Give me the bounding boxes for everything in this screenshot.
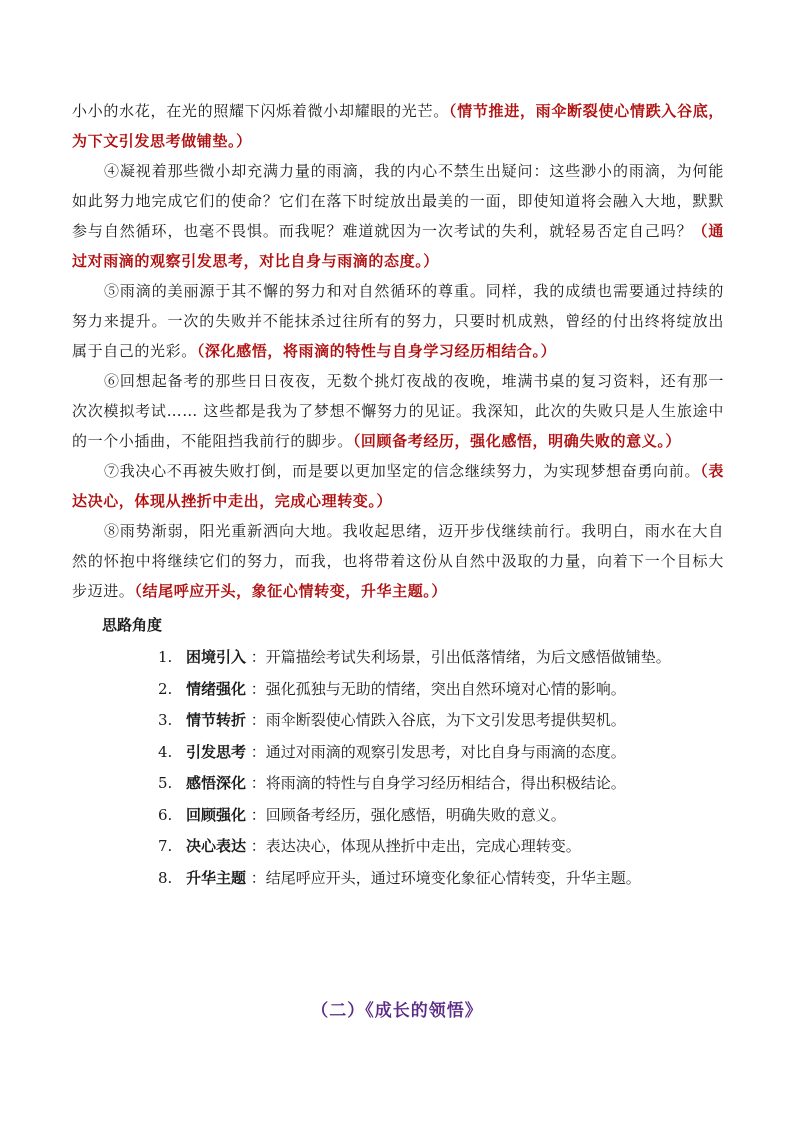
annotation-note: （结尾呼应开头，象征心情转变，升华主题。） (134, 582, 448, 600)
list-item (158, 674, 724, 706)
paragraph-text: ⑤雨滴的美丽源于其不懈的努力和对自然循环的尊重。同样，我的成绩也需要通过持续的努力来提升。一次的失败并不能抹杀过往所有的努力，只要时机成熟，曾经的付出终将绽放出属于自己的光彩。 (72, 282, 724, 360)
list-description: ：开篇描绘考试失利场景，引出低落情绪，为后文感悟做铺垫。 (246, 648, 671, 666)
list-term: 决心表达 (186, 837, 247, 855)
list-item (158, 642, 724, 674)
list-number: 2. (158, 679, 173, 698)
paragraph-6 (72, 366, 724, 456)
list-number: 5. (158, 774, 173, 792)
paragraph-7 (72, 456, 724, 516)
annotation-note: （表达决心，体现从挫折中走出，完成心理转变。） (72, 462, 724, 510)
paragraph-8 (72, 516, 724, 606)
list-item (158, 800, 724, 832)
list-number: 6. (158, 805, 173, 824)
annotation-note: （回顾备考经历，强化感悟，明确失败的意义。） (352, 432, 682, 450)
list-description: ：回顾备考经历，强化感悟，明确失败的意义。 (246, 805, 566, 824)
list-term: 引发思考 (186, 742, 247, 761)
list-term: 情绪强化 (186, 679, 247, 698)
list-term: 情节转折 (186, 711, 247, 729)
section-title: （二）《成长的领悟》 (311, 1001, 483, 1021)
list-description: ：表达决心，体现从挫折中走出，完成心理转变。 (246, 837, 581, 855)
list-number: 1. (158, 648, 173, 666)
paragraph-text: ⑦我决心不再被失败打倒，而是要以更加坚定的信念继续努力，为实现梦想奋勇向前。 (104, 462, 701, 480)
annotation-note: （通过对雨滴的观察引发思考，对比自身与雨滴的态度。） (72, 222, 724, 270)
list-term: 感悟深化 (186, 774, 247, 792)
paragraph-text: 小小的水花，在光的照耀下闪烁着微小却耀眼的光芒。 (72, 102, 449, 120)
paragraph-text: ④凝视着那些微小却充满力量的雨滴，我的内心不禁生出疑问：这些渺小的雨滴，为何能如此努力地完成它们的使命？它们在落下时绽放出最美的一面，即使知道将会融入大地，默默参与自然循环，也毫不畏惧。而我呢？难道就因为一次考试的失利，就轻易否定自己吗？ (72, 162, 724, 240)
ideas-list (72, 642, 724, 894)
paragraph-3-end (72, 96, 724, 156)
list-number: 3. (158, 711, 173, 729)
list-description: ：强化孤独与无助的情绪，突出自然环境对心情的影响。 (246, 679, 626, 698)
list-number: 8. (158, 868, 173, 887)
ideas-heading: 思路角度 (102, 616, 163, 634)
list-description: ：将雨滴的特性与自身学习经历相结合，得出积极结论。 (246, 774, 626, 792)
annotation-note: （深化感悟，将雨滴的特性与自身学习经历相结合。） (196, 342, 557, 360)
list-item (158, 705, 724, 737)
list-item (158, 863, 724, 895)
paragraph-4 (72, 156, 724, 276)
list-item (158, 768, 724, 800)
list-number: 4. (158, 742, 173, 761)
list-term: 升华主题 (186, 868, 247, 887)
list-number: 7. (158, 837, 173, 855)
list-item (158, 831, 724, 863)
paragraph-5 (72, 276, 724, 366)
list-description: ：通过对雨滴的观察引发思考，对比自身与雨滴的态度。 (246, 742, 626, 761)
list-description: ：雨伞断裂使心情跌入谷底，为下文引发思考提供契机。 (246, 711, 626, 729)
paragraph-text: ⑧雨势渐弱，阳光重新洒向大地。我收起思绪，迈开步伐继续前行。我明白，雨水在大自然的怀抱中将继续它们的努力，而我，也将带着这份从自然中汲取的力量，向着下一个目标大步迈进。 (72, 522, 724, 600)
list-term: 回顾强化 (186, 805, 247, 824)
list-term: 困境引入 (186, 648, 247, 666)
annotation-note: （情节推进，雨伞断裂使心情跌入谷底，为下文引发思考做铺垫。） (72, 102, 724, 150)
paragraph-text: ⑥回想起备考的那些日日夜夜，无数个挑灯夜战的夜晚，堆满书桌的复习资料，还有那一次次模拟考试…… 这些都是我为了梦想不懈努力的见证。我深知，此次的失败只是人生旅途中的一个小插曲，不能阻挡我前行的脚步。 (72, 372, 724, 450)
document-body (72, 96, 724, 894)
list-description: ：结尾呼应开头，通过环境变化象征心情转变，升华主题。 (246, 868, 641, 887)
list-item (158, 737, 724, 769)
